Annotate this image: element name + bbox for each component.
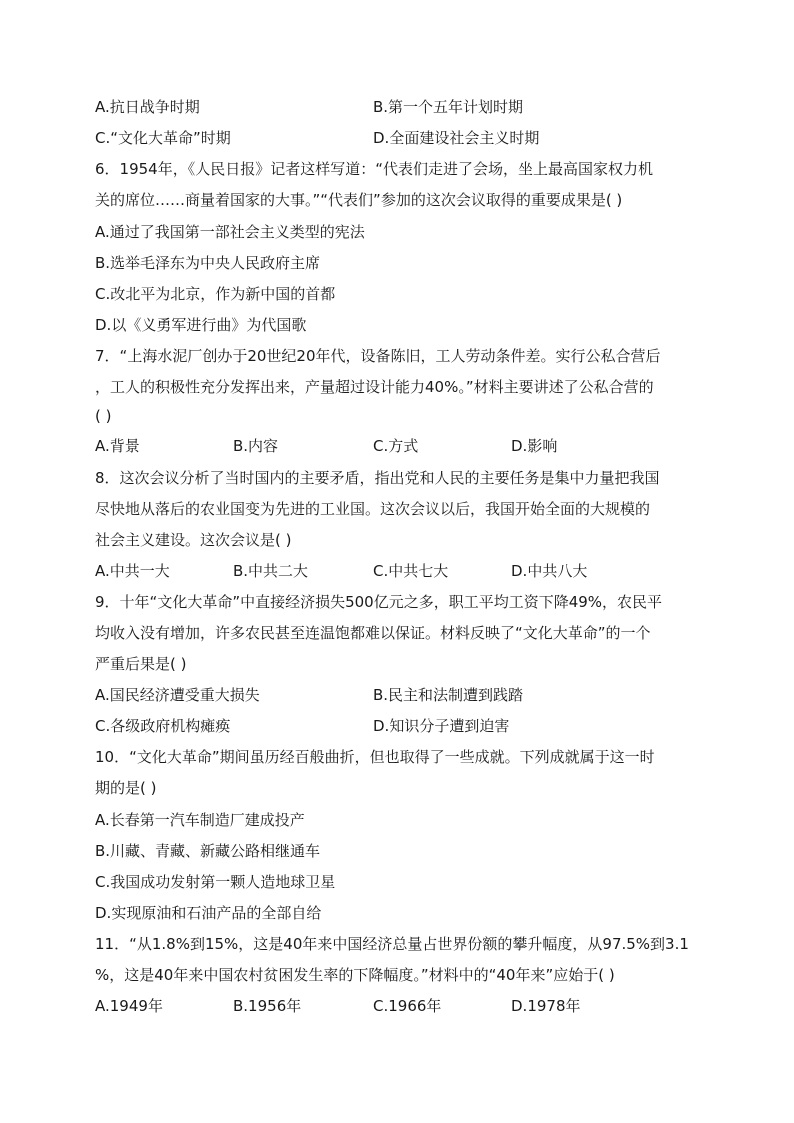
- q11-option-a: A.1949年: [95, 997, 163, 1015]
- q8-stem-line-2: 尽快地从落后的农业国变为先进的工业国。这次会议以后，我国开始全面的大规模的: [95, 500, 651, 518]
- q11-option-c: C.1966年: [373, 997, 442, 1015]
- q10-option-d: D.实现原油和石油产品的全部自给: [95, 904, 322, 922]
- q10-stem-line-2: 期的是( ): [95, 779, 157, 797]
- q7-stem-line-1: 7．“上海水泥厂创办于20世纪20年代，设备陈旧，工人劳动条件差。实行公私合营后: [95, 347, 661, 365]
- q7-option-b: B.内容: [233, 437, 279, 455]
- q10-option-b: B.川藏、青藏、新藏公路相继通车: [95, 842, 321, 860]
- q11-option-d: D.1978年: [511, 997, 581, 1015]
- q6-stem-line-2: 关的席位……商量着国家的大事。”“代表们”参加的这次会议取得的重要成果是( ): [95, 191, 623, 209]
- q8-option-d: D.中共八大: [511, 562, 588, 580]
- q6-option-a: A.通过了我国第一部社会主义类型的宪法: [95, 223, 365, 241]
- q7-stem-line-3: ( ): [95, 407, 112, 425]
- q11-stem-line-2: %，这是40年来中国农村贫困发生率的下降幅度。”材料中的“40年来”应始于( ): [95, 966, 615, 984]
- q10-option-c: C.我国成功发射第一颗人造地球卫星: [95, 873, 336, 891]
- q9-stem-line-3: 严重后果是( ): [95, 655, 187, 673]
- q9-stem-line-1: 9．十年“文化大革命”中直接经济损失500亿元之多，职工平均工资下降49%，农民平: [95, 593, 663, 611]
- q6-option-b: B.选举毛泽东为中央人民政府主席: [95, 254, 321, 272]
- q5-option-c: C.“文化大革命”时期: [95, 129, 231, 147]
- q9-option-d: D.知识分子遭到迫害: [373, 717, 510, 735]
- q9-option-c: C.各级政府机构瘫痪: [95, 717, 231, 735]
- q9-option-b: B.民主和法制遭到践踏: [373, 686, 524, 704]
- q7-stem-line-2: ，工人的积极性充分发挥出来，产量超过设计能力40%。”材料主要讲述了公私合营的: [95, 378, 654, 396]
- q7-option-d: D.影响: [511, 437, 558, 455]
- q6-option-c: C.改北平为北京，作为新中国的首都: [95, 285, 336, 303]
- q5-option-d: D.全面建设社会主义时期: [373, 129, 540, 147]
- q11-stem-line-1: 11．“从1.8%到15%，这是40年来中国经济总量占世界份额的攀升幅度，从97.5%到3.1: [95, 935, 689, 953]
- q8-stem-line-3: 社会主义建设。这次会议是( ): [95, 531, 292, 549]
- q6-stem-line-1: 6．1954年，《人民日报》记者这样写道：“代表们走进了会场，坐上最高国家权力机: [95, 160, 653, 178]
- q9-option-a: A.国民经济遭受重大损失: [95, 686, 260, 704]
- q8-option-a: A.中共一大: [95, 562, 170, 580]
- q8-option-c: C.中共七大: [373, 562, 449, 580]
- q5-option-a: A.抗日战争时期: [95, 98, 200, 116]
- q9-stem-line-2: 均收入没有增加，许多农民甚至连温饱都难以保证。材料反映了“文化大革命”的一个: [95, 624, 651, 642]
- q8-stem-line-1: 8．这次会议分析了当时国内的主要矛盾，指出党和人民的主要任务是集中力量把我国: [95, 469, 660, 487]
- q7-option-a: A.背景: [95, 437, 140, 455]
- q10-option-a: A.长春第一汽车制造厂建成投产: [95, 811, 305, 829]
- q8-option-b: B.中共二大: [233, 562, 309, 580]
- q7-option-c: C.方式: [373, 437, 419, 455]
- q6-option-d: D.以《义勇军进行曲》为代国歌: [95, 316, 307, 334]
- q11-option-b: B.1956年: [233, 997, 302, 1015]
- q5-option-b: B.第一个五年计划时期: [373, 98, 524, 116]
- q10-stem-line-1: 10．“文化大革命”期间虽历经百般曲折，但也取得了一些成就。下列成就属于这一时: [95, 748, 655, 766]
